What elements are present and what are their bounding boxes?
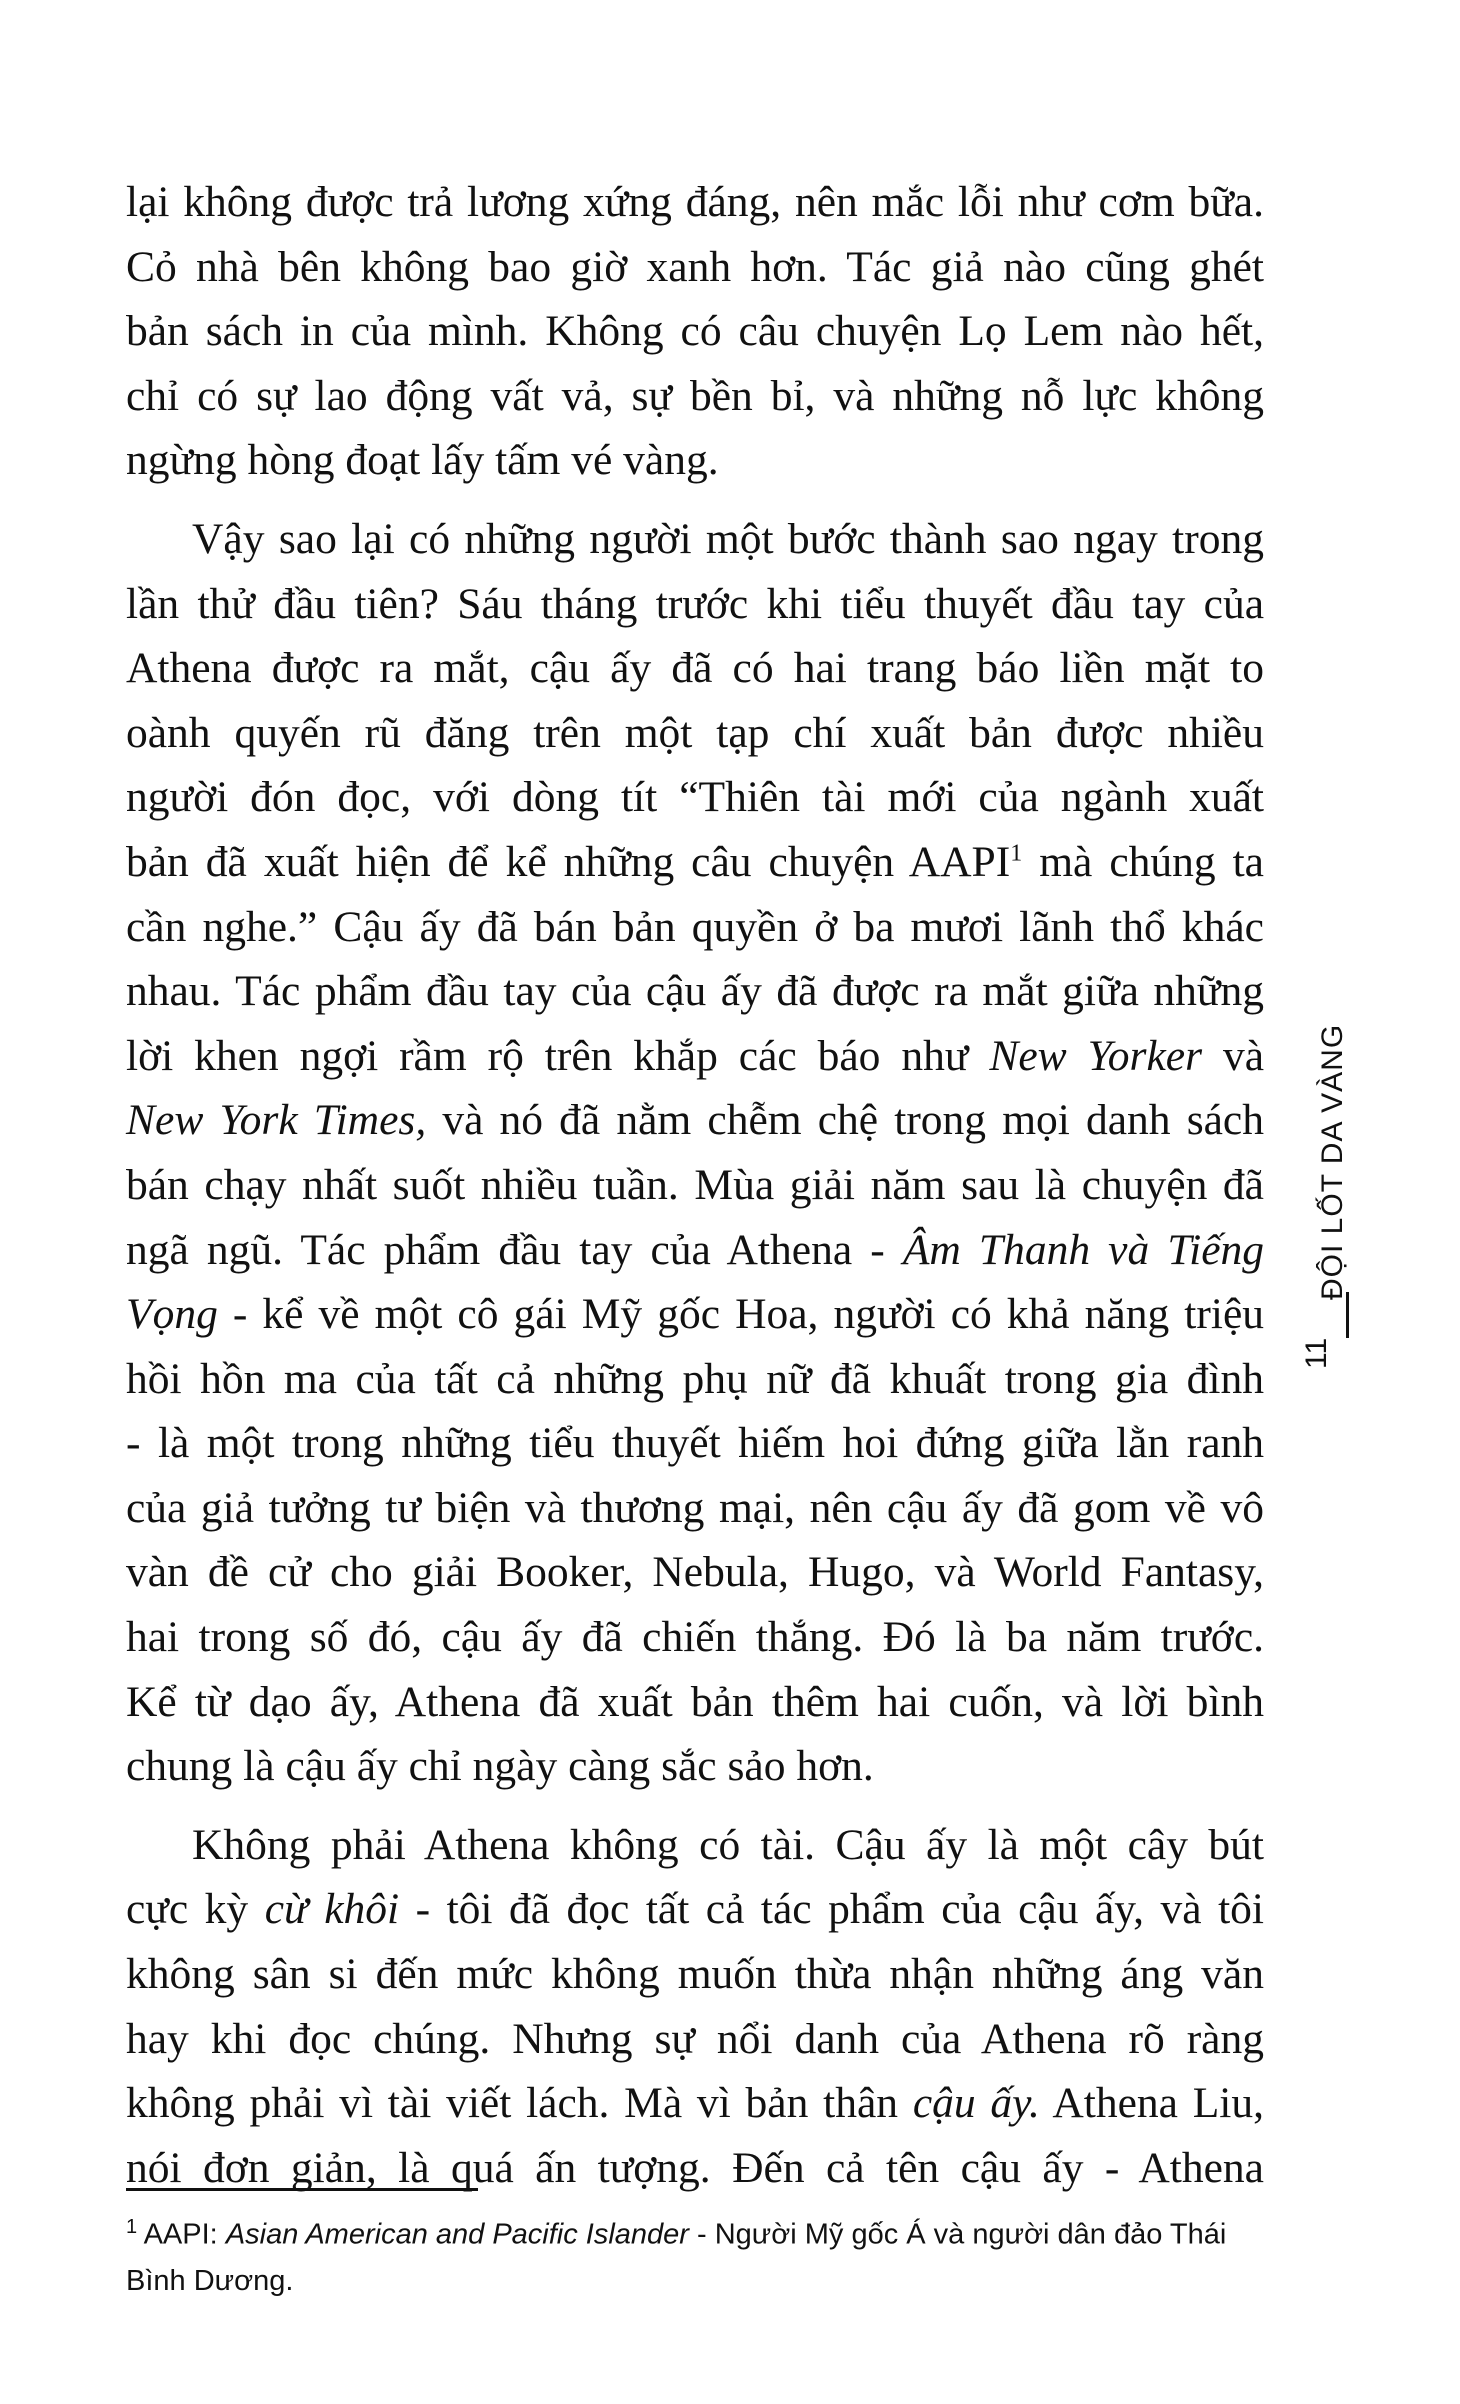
text-line: Vậy sao lại có những người một bước thành sao ngay trong <box>192 514 1264 563</box>
text-line: Kể từ dạo ấy, Athena đã xuất bản thêm hai cuốn, và lời bình <box>126 1677 1264 1726</box>
main-text <box>126 170 1264 2200</box>
text-line: chỉ có sự lao động vất vả, sự bền bỉ, và những nỗ lực không <box>126 371 1264 420</box>
text-line: nói đơn giản, là quá ấn tượng. Đến cả tên cậu ấy - Athena <box>126 2143 1264 2192</box>
text-run: - kể về một cô gái Mỹ gốc Hoa, người có khả năng triệu <box>232 1290 1265 1339</box>
text-run: cực kỳ <box>126 1885 249 1934</box>
text-run: bản đã xuất hiện để kể những câu chuyện AAPI <box>126 837 1011 886</box>
footnote-italic: Asian American and Pacific Islander <box>225 2218 689 2251</box>
text-line: chung là cậu ấy chỉ ngày càng sắc sảo hơn. <box>126 1742 874 1791</box>
text-line: Không phải Athena không có tài. Cậu ấy là một cây bút <box>192 1820 1264 1869</box>
paragraph-2 <box>126 507 1264 1799</box>
italic-phrase: cậu ấy. <box>912 2079 1040 2128</box>
text-run: lời khen ngợi rầm rộ trên khắp các báo như <box>126 1031 969 1080</box>
running-head: ĐỘI LỐT DA VÀNG <box>1316 1023 1349 1300</box>
text-line: lại không được trả lương xứng đáng, nên mắc lỗi như cơm bữa. <box>126 178 1264 226</box>
text-line <box>126 1088 1264 1153</box>
text-line: bán chạy nhất suốt nhiều tuần. Mùa giải năm sau là chuyện đã <box>126 1160 1264 1209</box>
footnote-divider <box>126 2188 478 2191</box>
italic-title: New York Times, <box>126 1096 427 1145</box>
page-number: 11 <box>1300 1337 1333 1369</box>
text-line: bản sách in của mình. Không có câu chuyện Lọ Lem nào hết, <box>126 307 1264 356</box>
text-line: nhau. Tác phẩm đầu tay của cậu ấy đã được ra mắt giữa những <box>126 967 1264 1016</box>
italic-title: Âm Thanh và Tiếng <box>902 1225 1265 1274</box>
footnote <box>126 2204 1266 2304</box>
text-run: Athena Liu, <box>1052 2079 1265 2128</box>
footnote-line: Bình Dương. <box>126 2264 294 2297</box>
footnote-reference[interactable]: 1 <box>1010 840 1023 867</box>
text-run: không phải vì tài viết lách. Mà vì bản thân <box>126 2079 899 2128</box>
italic-title: Vọng <box>126 1290 218 1339</box>
text-line: không sân si đến mức không muốn thừa nhận những áng văn <box>126 1950 1264 1999</box>
paragraph-1 <box>126 170 1264 493</box>
text-line <box>126 1877 1264 1942</box>
text-line: Cỏ nhà bên không bao giờ xanh hơn. Tác giả nào cũng ghét <box>126 242 1264 291</box>
italic-phrase: cừ khôi <box>264 1885 400 1934</box>
text-run: và <box>1202 1031 1265 1080</box>
text-line: cần nghe.” Cậu ấy đã bán bản quyền ở ba mươi lãnh thổ khác <box>126 902 1264 951</box>
text-line <box>126 1218 1264 1283</box>
text-line: - là một trong những tiểu thuyết hiếm hoi đứng giữa lằn ranh <box>126 1419 1264 1468</box>
text-line: hai trong số đó, cậu ấy đã chiến thắng. Đó là ba năm trước. <box>126 1613 1264 1662</box>
text-run: mà chúng ta <box>1022 837 1264 886</box>
text-run: ngã ngũ. Tác phẩm đầu tay của Athena - <box>126 1225 885 1274</box>
text-line: Athena được ra mắt, cậu ấy đã có hai trang báo liền mặt to <box>126 644 1264 693</box>
text-line <box>126 1282 1264 1347</box>
footnote-number: 1 <box>126 2216 138 2238</box>
text-run: - tôi đã đọc tất cả tác phẩm của cậu ấy, và tôi <box>415 1885 1265 1934</box>
italic-title: New Yorker <box>989 1031 1203 1080</box>
text-line: hay khi đọc chúng. Nhưng sự nổi danh của Athena rõ ràng <box>126 2014 1264 2063</box>
text-run: và nó đã nằm chễm chệ trong mọi danh sách <box>442 1096 1264 1145</box>
text-line: của giả tưởng tư biện và thương mại, nên cậu ấy đã gom về vô <box>126 1483 1264 1532</box>
text-line <box>126 830 1264 895</box>
text-line: oành quyến rũ đăng trên một tạp chí xuất bản được nhiều <box>126 708 1264 757</box>
text-line: vàn đề cử cho giải Booker, Nebula, Hugo, và World Fantasy, <box>126 1548 1264 1597</box>
text-line: lần thử đầu tiên? Sáu tháng trước khi tiểu thuyết đầu tay của <box>126 579 1264 628</box>
paragraph-3 <box>126 1813 1264 2201</box>
footnote-line <box>126 2204 1266 2258</box>
text-line: ngừng hòng đoạt lấy tấm vé vàng. <box>126 436 719 485</box>
text-line <box>126 2071 1264 2136</box>
text-line: hồi hồn ma của tất cả những phụ nữ đã khuất trong gia đình <box>126 1354 1264 1403</box>
text-line <box>126 1024 1264 1089</box>
text-line: người đón đọc, với dòng tít “Thiên tài mới của ngành xuất <box>126 773 1264 822</box>
footnote-label: AAPI: <box>143 2218 218 2251</box>
footnote-text: - Người Mỹ gốc Á và người dân đảo Thái <box>688 2218 1227 2251</box>
